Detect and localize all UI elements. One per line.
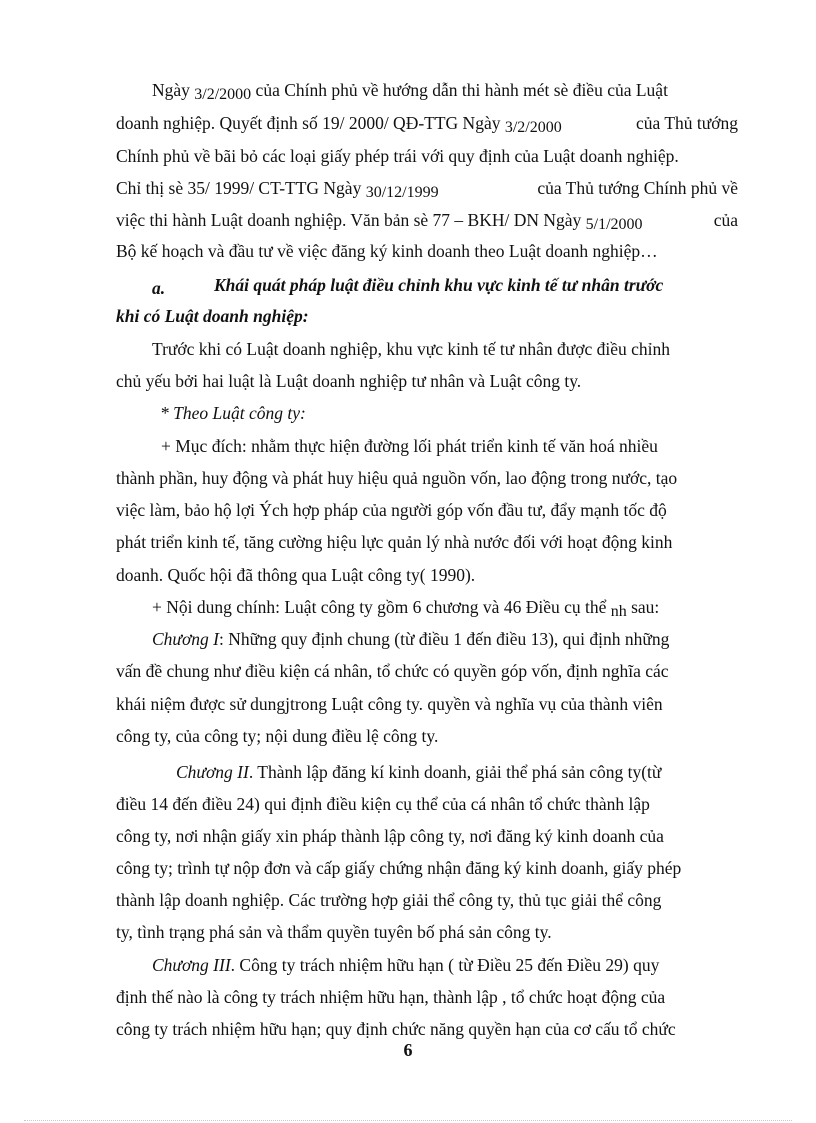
chapter-label: Chương I xyxy=(152,629,220,649)
text-line: phát triển kinh tế, tăng cường hiệu lực quản lý nhà nước đối với hoạt động kinh xyxy=(116,532,673,552)
chapter-label: Chương II xyxy=(176,762,249,782)
text-line: việc làm, bảo hộ lợi Ých hợp pháp của người góp vốn đầu tư, đẩy mạnh tốc độ xyxy=(116,500,667,520)
text-line: Trước khi có Luật doanh nghiệp, khu vực kinh tế tư nhân được điều chỉnh xyxy=(152,339,671,359)
text-line: Chương II. Thành lập đăng kí kinh doanh, giải thể phá sản công ty(từ xyxy=(176,762,662,782)
page-bottom-divider xyxy=(24,1120,792,1121)
text-line: Chương III. Công ty trách nhiệm hữu hạn ( từ Điều 25 đến Điều 29) quy xyxy=(152,955,660,975)
text-line: điều 14 đến điều 24) qui định điều kiện cụ thể của cá nhân tổ chức thành lập xyxy=(116,794,650,814)
section-heading-cont: khi có Luật doanh nghiệp: xyxy=(116,306,309,326)
text-line: + Mục đích: nhằm thực hiện đường lối phát triển kinh tế văn hoá nhiều xyxy=(161,436,658,456)
subsection-label: * Theo Luật công ty: xyxy=(160,403,306,423)
text-line: Chỉ thị sè 35/ 1999/ CT-TTG Ngày 30/12/1999 của Thủ tướng Chính phủ về xyxy=(116,178,738,201)
text-line: khái niệm được sử dungjtrong Luật công ty. quyền và nghĩa vụ của thành viên xyxy=(116,694,663,714)
text-line: chủ yếu bởi hai luật là Luật doanh nghiệp tư nhân và Luật công ty. xyxy=(116,371,582,391)
text-line: doanh nghiệp. Quyết định số 19/ 2000/ QĐ-TTG Ngày 3/2/2000 của Thủ tướng xyxy=(116,113,738,136)
text-line: công ty trách nhiệm hữu hạn; quy định chức năng quyền hạn của cơ cấu tổ chức xyxy=(116,1019,676,1039)
text-line: Ngày 3/2/2000 của Chính phủ về hướng dẫn thi hành mét sè điều của Luật xyxy=(152,80,668,103)
chapter-label: Chương III xyxy=(152,955,231,975)
page-number: 6 xyxy=(403,1040,413,1060)
text-line: Bộ kế hoạch và đầu tư về việc đăng ký kinh doanh theo Luật doanh nghiệp… xyxy=(116,241,658,261)
text-line: công ty; trình tự nộp đơn và cấp giấy chứng nhận đăng ký kinh doanh, giấy phép xyxy=(116,858,682,878)
text-line: Chính phủ về bãi bỏ các loại giấy phép trái với quy định của Luật doanh nghiệp. xyxy=(116,146,679,166)
text-line: công ty, của công ty; nội dung điều lệ công ty. xyxy=(116,726,439,746)
text-line: doanh. Quốc hội đã thông qua Luật công ty( 1990). xyxy=(116,565,476,585)
text-line: việc thi hành Luật doanh nghiệp. Văn bản sè 77 – BKH/ DN Ngày 5/1/2000 của xyxy=(116,210,738,233)
section-marker: a. xyxy=(152,278,166,298)
text-line: + Nội dung chính: Luật công ty gồm 6 chương và 46 Điều cụ thể nh sau: xyxy=(152,597,660,620)
text-line: vấn đề chung như điều kiện cá nhân, tổ chức có quyền góp vốn, định nghĩa các xyxy=(116,661,669,681)
text-line: thành phần, huy động và phát huy hiệu quả nguồn vốn, lao động trong nước, tạo xyxy=(116,468,678,488)
text-line: công ty, nơi nhận giấy xin pháp thành lập công ty, nơi đăng ký kinh doanh của xyxy=(116,826,664,846)
text-line: định thế nào là công ty trách nhiệm hữu hạn, thành lập , tổ chức hoạt động của xyxy=(116,987,666,1007)
text-line: thành lập doanh nghiệp. Các trường hợp giải thể công ty, thủ tục giải thể công xyxy=(116,890,662,910)
text-line: ty, tình trạng phá sản và thẩm quyền tuyên bố phá sản công ty. xyxy=(116,922,552,942)
text-line: Chương I: Những quy định chung (từ điều 1 đến điều 13), qui định những xyxy=(152,629,670,649)
